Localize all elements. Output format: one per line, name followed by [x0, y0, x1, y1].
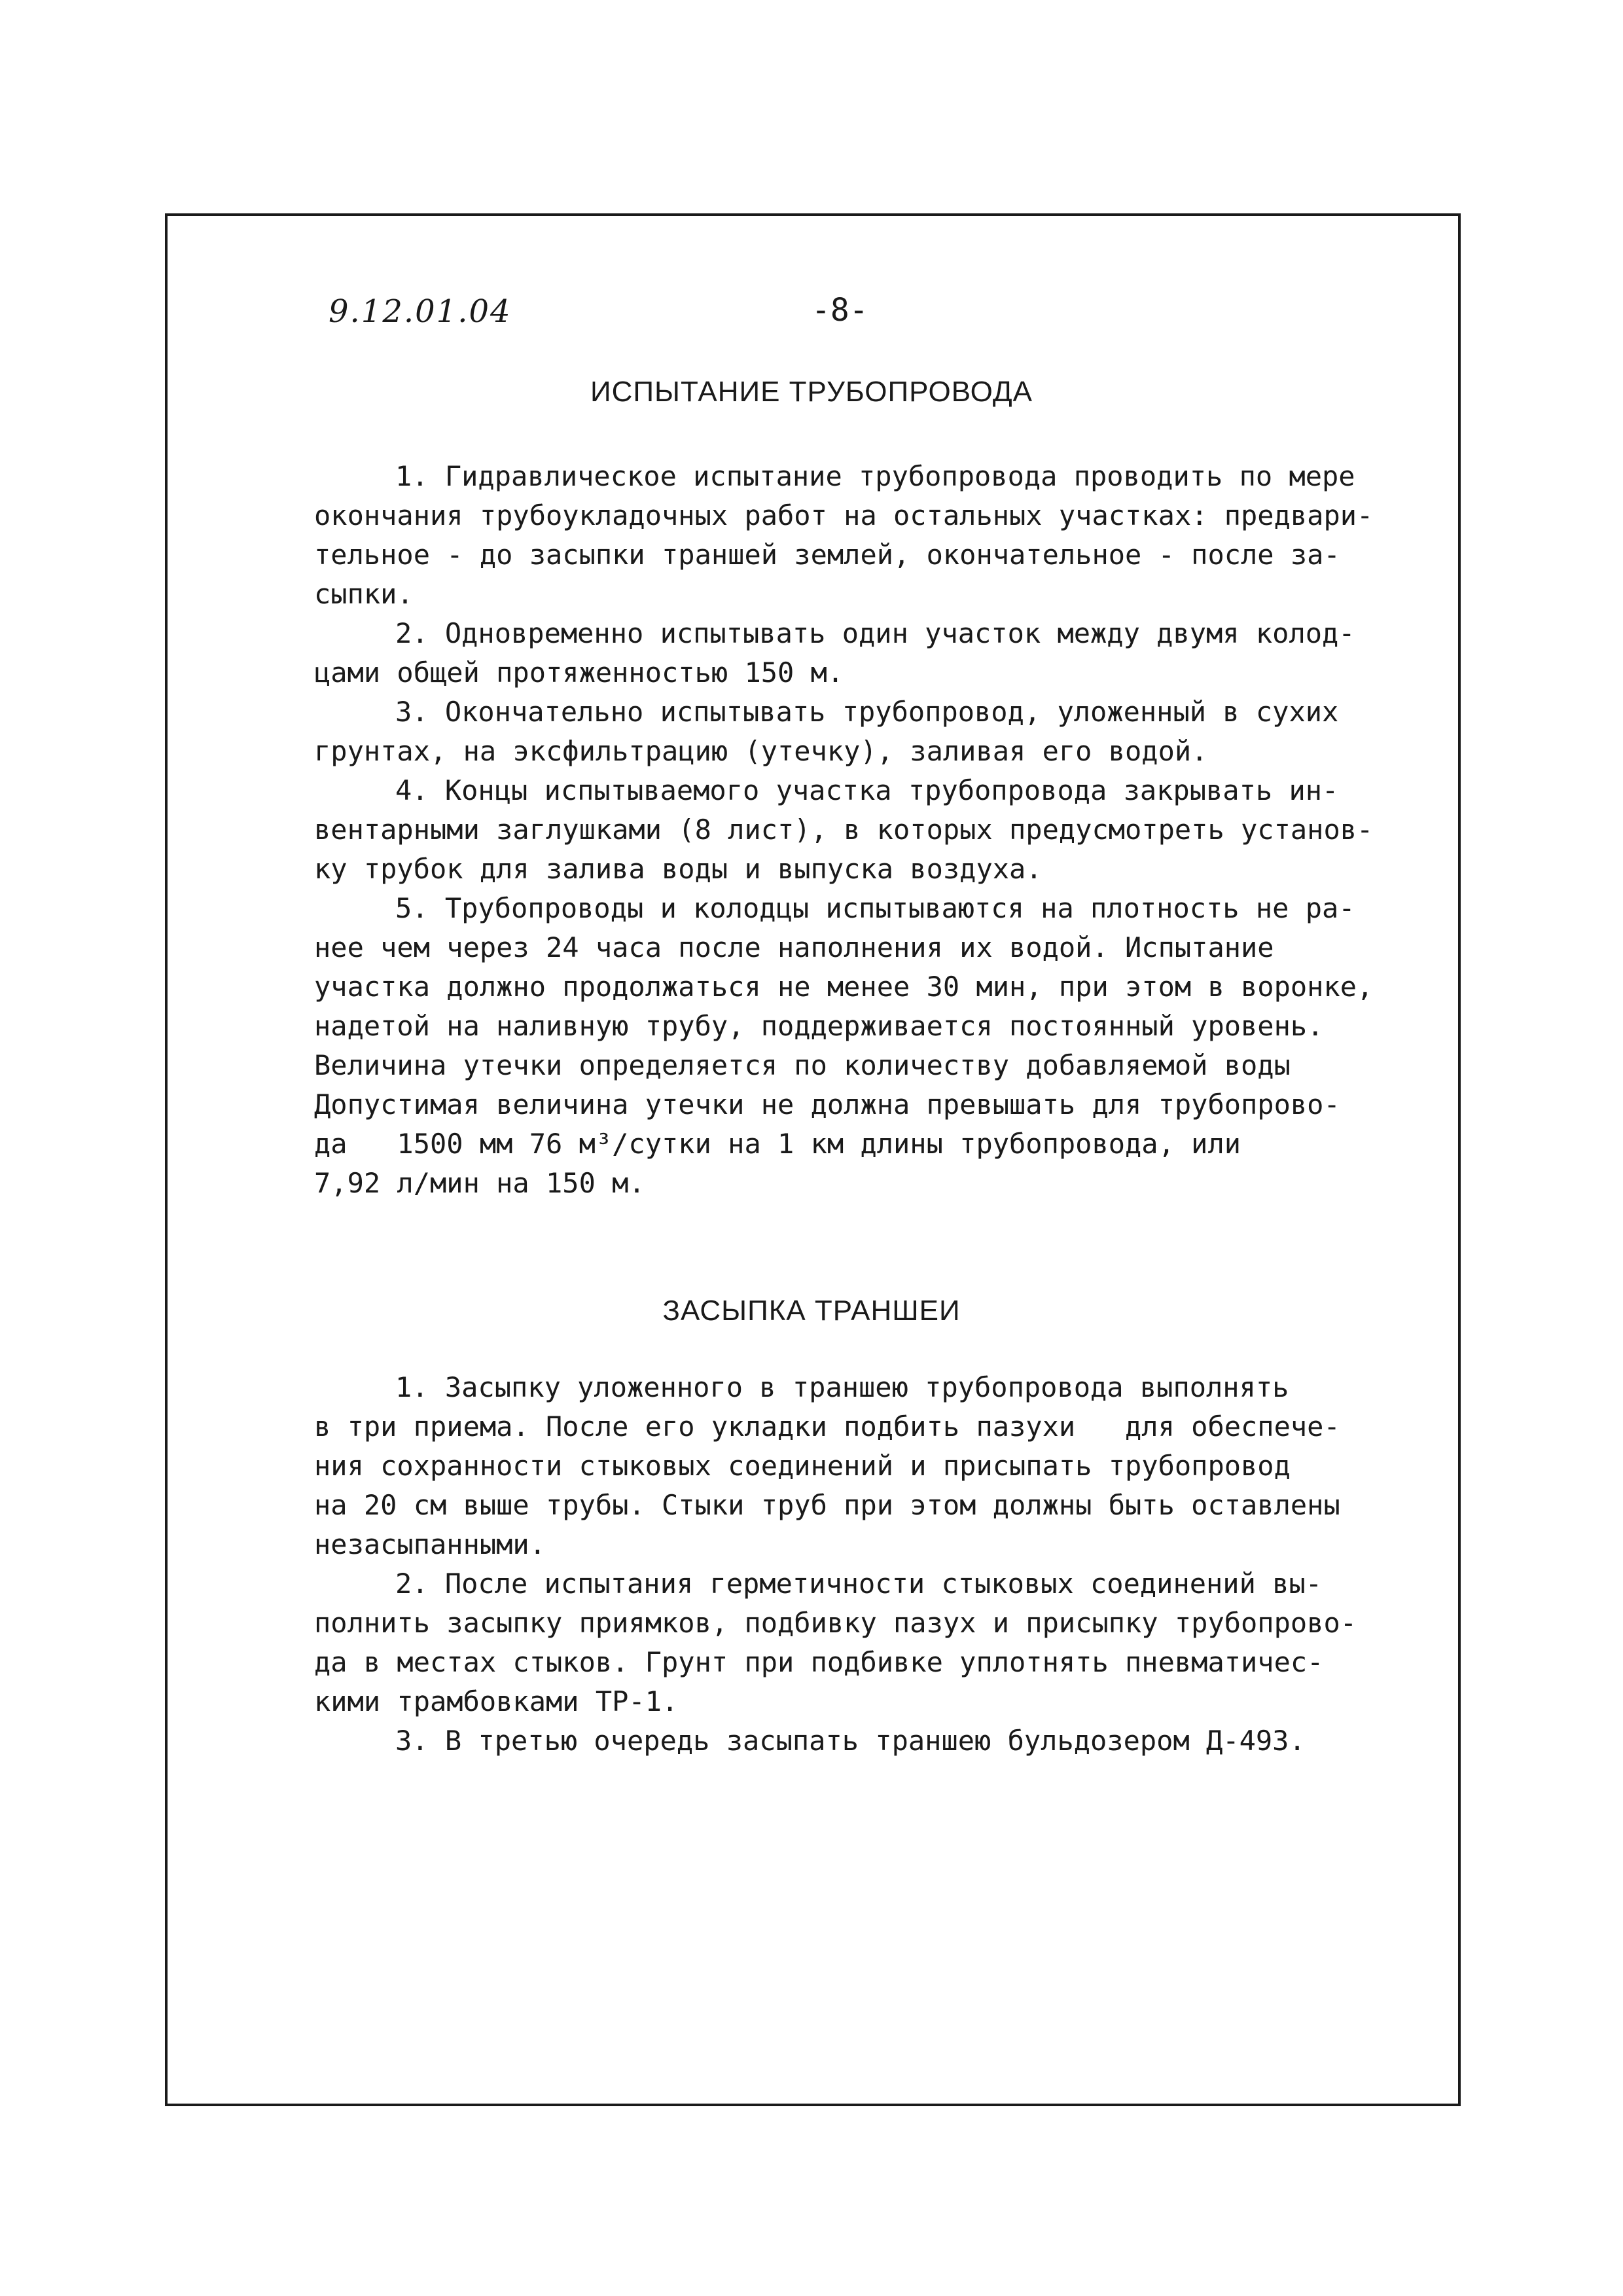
text-line: окончания трубоукладочных работ на остальных участках: предвари- [314, 499, 1374, 531]
text-line: цами общей протяженностью 150 м. [314, 656, 844, 689]
text-line: надетой на наливную трубу, поддерживается постоянный уровень. [314, 1010, 1324, 1042]
text-line: в три приема. После его укладки подбить пазухи для обеспече- [314, 1410, 1340, 1443]
text-line: на 20 см выше трубы. Стыки труб при этом должны быть оставлены [314, 1489, 1340, 1521]
text-line: вентарными заглушками (8 лист), в которых предусмотреть установ- [314, 814, 1374, 846]
text-line: тельное - до засыпки траншей землей, окончательное - после за- [314, 539, 1340, 571]
section-title-pipeline-testing: ИСПЫТАНИЕ ТРУБОПРОВОДА [590, 376, 1033, 408]
section-body-pipeline-testing [314, 457, 1420, 1203]
text-line: ку трубок для залива воды и выпуска воздуха. [314, 853, 1043, 885]
text-line: кими трамбовками ТР-1. [314, 1685, 679, 1717]
document-code: 9.12.01.04 [329, 293, 512, 330]
page-number: -8- [812, 292, 868, 329]
text-line: незасыпанными. [314, 1528, 546, 1560]
text-line: да в местах стыков. Грунт при подбивке уплотнять пневматичес- [314, 1646, 1324, 1678]
text-line: нее чем через 24 часа после наполнения их водой. Испытание [314, 931, 1274, 963]
text-line: 3. Окончательно испытывать трубопровод, уложенный в сухих [395, 696, 1339, 728]
text-line: 5. Трубопроводы и колодцы испытываются на плотность не ра- [395, 892, 1355, 924]
section-title-trench-backfill: ЗАСЫПКА ТРАНШЕИ [662, 1295, 961, 1327]
text-line: 4. Концы испытываемого участка трубопровода закрывать ин- [395, 774, 1339, 806]
text-line: полнить засыпку приямков, подбивку пазух и присыпку трубопрово- [314, 1607, 1357, 1639]
section-body-trench-backfill [314, 1368, 1420, 1761]
text-line: участка должно продолжаться не менее 30 мин, при этом в воронке, [314, 971, 1374, 1003]
text-line: 1. Засыпку уложенного в траншею трубопровода выполнять [395, 1371, 1289, 1403]
text-line: 1. Гидравлическое испытание трубопровода проводить по мере [395, 460, 1355, 492]
text-line: сыпки. [314, 578, 414, 610]
text-line: да 1500 мм 76 м³/сутки на 1 км длины трубопровода, или [314, 1128, 1241, 1160]
text-line: 2. После испытания герметичности стыковых соединений вы- [395, 1568, 1323, 1600]
text-line: Величина утечки определяется по количеству добавляемой воды [314, 1049, 1291, 1081]
text-line: 3. В третью очередь засыпать траншею бульдозером Д-493. [395, 1725, 1306, 1757]
text-line: Допустимая величина утечки не должна превышать для трубопрово- [314, 1088, 1340, 1121]
text-line: ния сохранности стыковых соединений и присыпать трубопровод [314, 1450, 1291, 1482]
text-line: 7,92 л/мин на 150 м. [314, 1167, 645, 1199]
text-line: 2. Одновременно испытывать один участок между двумя колод- [395, 617, 1355, 649]
text-line: грунтах, на эксфильтрацию (утечку), заливая его водой. [314, 735, 1208, 767]
